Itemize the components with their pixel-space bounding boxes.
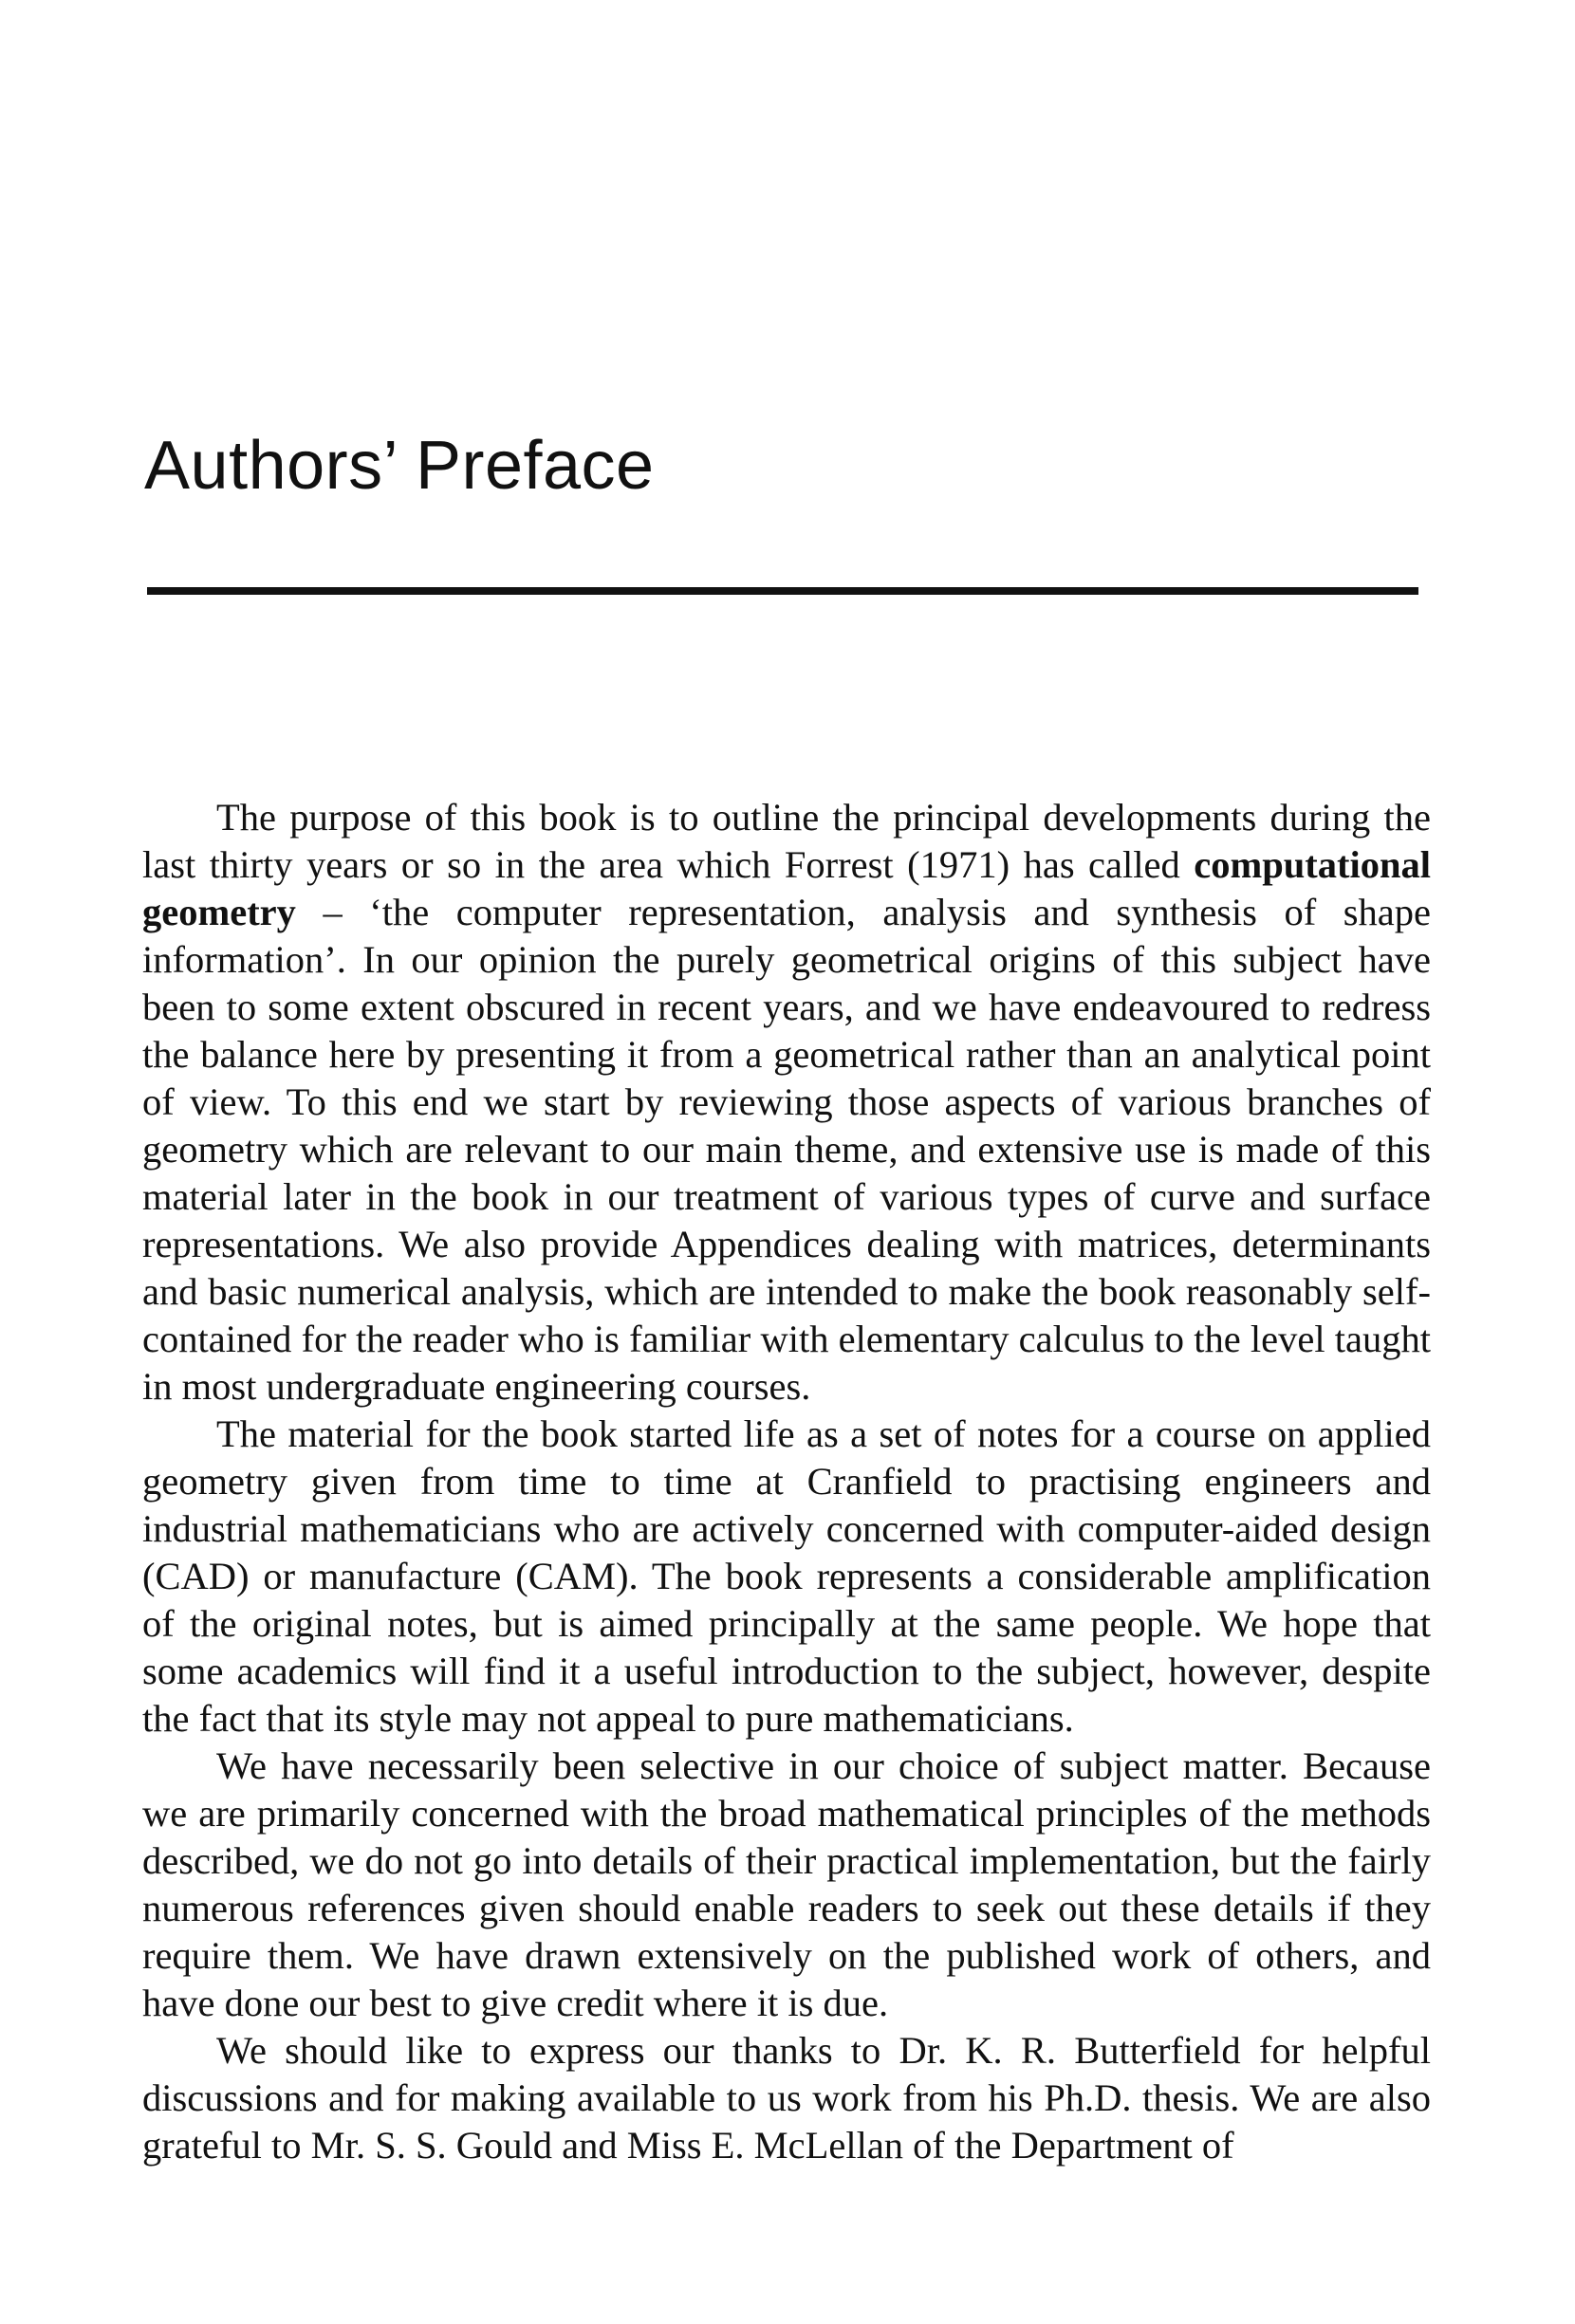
bold-term: computational geometry [142,843,1431,933]
paragraph-1-text-a: The purpose of this book is to outline the principal developments during the last thirty years or so in the area which Forrest (1971) has called [142,796,1431,886]
paragraph-1 [142,794,1431,1411]
paragraph-2: The material for the book started life as a set of notes for a course on applied geometry given from time to time at Cranfield to practising engineers and industrial mathematicians who are actively concerned with computer-aided design (CAD) or manufacture (CAM). The book represents a considerable amplification of the original notes, but is aimed principally at the same people. We hope that some academics will find it a useful introduction to the subject, however, despite the fact that its style may not appeal to pure mathematicians. [142,1412,1431,1740]
title-rule [147,587,1418,595]
paragraph-4: We should like to express our thanks to Dr. K. R. Butterfield for helpful discussions and for making available to us work from his Ph.D. thesis. We are also grateful to Mr. S. S. Gould and Miss E. McLellan of the Department of [142,2029,1431,2167]
preface-body [142,794,1431,2169]
page-title: Authors’ Preface [144,428,655,504]
paragraph-1-text-b: – ‘the computer representation, analysis and synthesis of shape information’. In our opinion the purely geometrical origins of this subject have been to some extent obscured in recent years, and we have endeavoured to redress the balance here by presenting it from a geometrical rather than an analytical point of view. To this end we start by reviewing those aspects of various branches of geometry which are relevant to our main theme, and extensive use is made of this material later in the book in our treatment of various types of curve and surface representations. We also provide Appendices dealing with matrices, determinants and basic numerical analysis, which are intended to make the book reasonably self-contained for the reader who is familiar with elementary calculus to the level taught in most undergraduate engineering courses. [142,891,1431,1408]
paragraph-3: We have necessarily been selective in our choice of subject matter. Because we are primarily concerned with the broad mathematical principles of the methods described, we do not go into details of their practical implementation, but the fairly numerous references given should enable readers to seek out these details if they require them. We have drawn extensively on the published work of others, and have done our best to give credit where it is due. [142,1744,1431,2024]
